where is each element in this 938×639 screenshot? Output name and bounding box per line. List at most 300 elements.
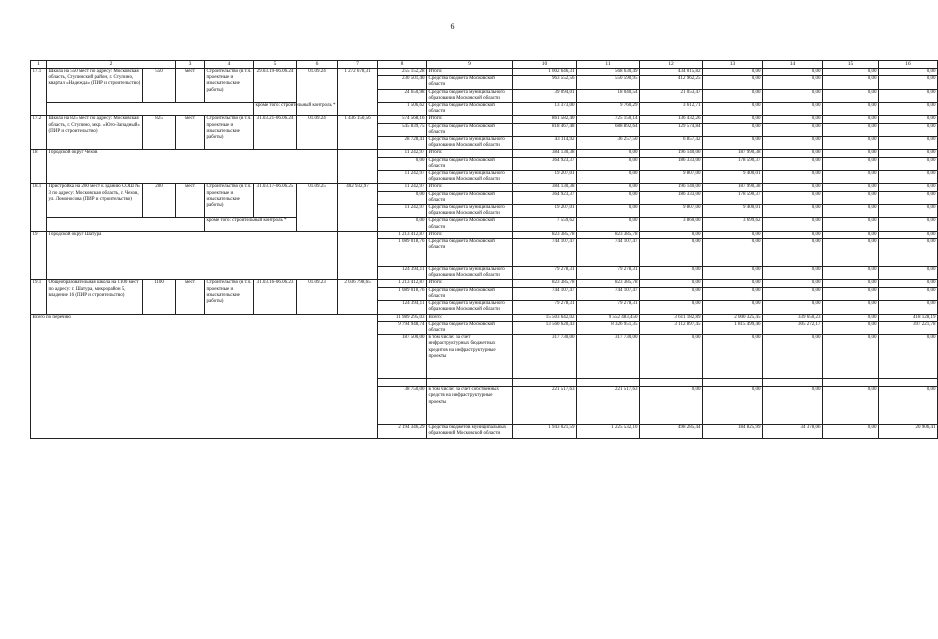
table-cell: 255 152,28 — [378, 69, 427, 76]
table-cell — [338, 231, 378, 280]
table-cell: 0,00 — [640, 231, 703, 238]
column-header: 13 — [703, 61, 763, 69]
table-cell: 36 257,50 — [577, 137, 640, 150]
table-cell: 0,00 — [703, 89, 763, 102]
table-cell: 0,00 — [640, 280, 703, 287]
table-cell: 9 807,00 — [640, 205, 703, 218]
table-cell: 0,00 — [879, 205, 938, 218]
table-cell: Итого: — [427, 69, 513, 76]
table-cell: 0,00 — [763, 116, 823, 123]
table-cell: 0,00 — [879, 301, 938, 314]
table-cell: 0,00 — [823, 123, 879, 136]
table-cell: 0,00 — [823, 171, 879, 184]
table-cell: 0,00 — [577, 218, 640, 231]
table-cell: 317 730,00 — [577, 335, 640, 379]
table-cell: Средства бюджета муниципального образования Московской области — [427, 205, 513, 218]
table-cell: 3 112 897,45 — [640, 321, 703, 334]
table-cell: 0,00 — [763, 231, 823, 238]
column-header: 1 — [31, 61, 47, 69]
table-cell: 0,00 — [823, 150, 879, 157]
table-cell: Средства бюджета Московской области — [427, 123, 513, 136]
table-cell: 317 730,00 — [513, 335, 577, 379]
table-cell: 230 501,40 — [378, 76, 427, 89]
table-cell: 0,00 — [823, 280, 879, 287]
table-cell: 0,00 — [823, 103, 879, 116]
table-cell: Всего по перечню — [31, 314, 378, 438]
column-header: 15 — [823, 61, 879, 69]
table-cell: 0,00 — [823, 191, 879, 204]
table-cell: мест — [176, 184, 205, 218]
table-cell: 574 568,16 — [378, 116, 427, 123]
table-cell: 0,00 — [823, 231, 879, 238]
table-cell: 29.03.19-06.06.24 — [254, 69, 297, 103]
table-cell: 0,00 — [879, 184, 938, 191]
table-cell: 0,00 — [879, 335, 938, 379]
table-cell: 0,00 — [763, 287, 823, 300]
table-cell: 184 825,99 — [703, 425, 763, 438]
table-cell: 01.09.24 — [297, 116, 338, 150]
table-cell: 1100 — [143, 280, 176, 314]
column-header: 11 — [577, 61, 640, 69]
table-cell: 818 467,48 — [513, 123, 577, 136]
table-cell: 384 130,38 — [513, 150, 577, 157]
table-cell: 15 503 642,02 — [513, 314, 577, 321]
table-cell: 0,00 — [703, 287, 763, 300]
table-cell: 9 807,00 — [640, 171, 703, 184]
column-header: 6 — [297, 61, 338, 69]
table-cell: 31.03.16-06.06.23 — [254, 280, 297, 314]
table-cell — [763, 379, 823, 387]
table-cell: 0,00 — [823, 89, 879, 102]
column-header: 4 — [205, 61, 254, 69]
table-cell: Всего: — [427, 314, 513, 321]
table-cell: 01.09.23 — [297, 280, 338, 314]
table-cell: 9 400,01 — [703, 205, 763, 218]
table-cell: кроме того: строительный контроль * — [205, 218, 297, 231]
table-cell: Средства бюджета муниципального образования Московской области — [427, 267, 513, 280]
table-cell: 0,00 — [703, 239, 763, 267]
table-cell: 79 278,31 — [577, 267, 640, 280]
table-cell: 1 815 499,46 — [703, 321, 763, 334]
table-cell: Строительство (в т.ч. проектные и изыскательские работы) — [205, 184, 254, 218]
table-cell: 0,00 — [823, 314, 879, 321]
table-cell: 0,00 — [703, 231, 763, 238]
table-cell: 0,00 — [823, 157, 879, 170]
table-cell: 434 015,82 — [640, 69, 703, 76]
table-cell: 1 506,62 — [378, 103, 427, 116]
table-cell: Итого: — [427, 280, 513, 287]
table-cell: 1 272 678,31 — [338, 69, 378, 116]
column-header: 3 — [176, 61, 205, 69]
table-cell: 412 962,25 — [640, 76, 703, 89]
table-cell: 0,00 — [879, 280, 938, 287]
table-cell: 0,00 — [879, 171, 938, 184]
table-cell: Общеобразовательная школа на 1100 мест по адресу: г. Шатура, микрорайон 5, владение 16 (ПИР и строительство) — [47, 280, 143, 314]
table-cell: 339 650,23 — [763, 314, 823, 321]
table-row — [31, 184, 938, 191]
table-cell: Средства бюджета Московской области — [427, 103, 513, 116]
table-cell: 0,00 — [823, 116, 879, 123]
table-cell: 0,00 — [703, 69, 763, 76]
table-cell: 1 213 412,87 — [378, 231, 427, 238]
table-cell: 178 590,37 — [703, 157, 763, 170]
table-cell: Строительство (в т.ч. проектные и изыскательские работы) — [205, 280, 254, 314]
table-cell: 9 794 948,74 — [378, 321, 427, 334]
table-cell: 0,00 — [763, 301, 823, 314]
table-cell: 568 630,49 — [577, 69, 640, 76]
table-cell: 550 590,95 — [577, 76, 640, 89]
table-cell: 0,00 — [703, 267, 763, 280]
table-cell: 0,00 — [879, 231, 938, 238]
table-cell: 20 906,41 — [879, 425, 938, 438]
table-cell: 0,00 — [763, 157, 823, 170]
table-cell: 0,00 — [703, 335, 763, 379]
table-cell: 397 221,78 — [879, 321, 938, 334]
table-cell — [577, 379, 640, 387]
table-row — [31, 280, 938, 287]
table-cell: 17.1 — [31, 69, 47, 116]
table-cell: 196 140,00 — [640, 184, 703, 191]
table-cell: 0,00 — [703, 387, 763, 425]
table-cell: 0,00 — [703, 123, 763, 136]
column-header: 12 — [640, 61, 703, 69]
table-cell: 0,00 — [763, 218, 823, 231]
table-cell: 0,00 — [703, 116, 763, 123]
column-header: 7 — [338, 61, 378, 69]
column-header: 5 — [254, 61, 297, 69]
table-cell: 0,00 — [823, 335, 879, 379]
column-header: 8 — [378, 61, 427, 69]
table-cell: 11 242,97 — [378, 171, 427, 184]
table-cell: 498 285,44 — [640, 425, 703, 438]
table-cell: 823 385,78 — [513, 280, 577, 287]
table-cell: 0,00 — [640, 301, 703, 314]
table-cell: 0,00 — [703, 103, 763, 116]
table-cell: 0,00 — [879, 287, 938, 300]
table-cell: 1 089 018,76 — [378, 239, 427, 267]
table-cell: 0,00 — [823, 425, 879, 438]
table-cell: 8 326 951,35 — [577, 321, 640, 334]
table-cell: 0,00 — [823, 218, 879, 231]
table-cell: Пристройка на 200 мест к зданию СОШ № 3 по адресу: Московская область, г. Чехов, ул. Ломоносова (ПИР и строительство) — [47, 184, 143, 218]
table-row — [31, 116, 938, 123]
table-cell: 545 839,75 — [378, 123, 427, 136]
table-cell: 34 378,06 — [763, 425, 823, 438]
table-cell: Школа на 550 мест по адресу: Московская область, Ступинский район, г. Ступино, квартал «Надежда» (ПИР и строительство) — [47, 69, 143, 103]
table-cell: 0,00 — [879, 116, 938, 123]
column-header: 9 — [427, 61, 513, 69]
table-cell: 0,00 — [763, 191, 823, 204]
column-header: 16 — [879, 61, 938, 69]
table-cell: Итого: — [427, 231, 513, 238]
table-cell: Средства бюджета муниципального образования Московской области — [427, 171, 513, 184]
table-cell: 186 333,00 — [640, 191, 703, 204]
table-cell: 0,00 — [879, 218, 938, 231]
table-cell — [47, 103, 254, 116]
table-cell — [427, 379, 513, 387]
table-cell: Итого: — [427, 184, 513, 191]
table-cell: 0,00 — [640, 287, 703, 300]
table-cell: 0,00 — [577, 184, 640, 191]
page-number: 6 — [450, 22, 455, 31]
table-cell: 0,00 — [879, 123, 938, 136]
table-cell: 0,00 — [763, 184, 823, 191]
table-cell: 0,00 — [879, 191, 938, 204]
table-cell: 0,00 — [823, 69, 879, 76]
table-cell: 1 436 150,56 — [338, 116, 378, 150]
table-cell: мест — [176, 69, 205, 103]
table-cell: 0,00 — [879, 69, 938, 76]
table-cell: 688 892,64 — [577, 123, 640, 136]
table-cell: 18 040,54 — [577, 89, 640, 102]
table-cell: 364 923,37 — [513, 191, 577, 204]
table-cell: 418 128,19 — [879, 314, 938, 321]
table-cell: 19.1 — [31, 280, 47, 314]
table-cell: 0,00 — [823, 76, 879, 89]
table-cell: Школа на 825 мест по адресу: Московская область, г. Ступино, мкр. «Юго-Западный» (ПИР и строительство) — [47, 116, 143, 150]
table-cell: 963 552,56 — [513, 76, 577, 89]
table-cell: Строительство (в т.ч. проектные и изыскательские работы) — [205, 116, 254, 150]
table-cell: 6 857,42 — [640, 137, 703, 150]
table-cell: 31.03.21-06.06.24 — [254, 116, 297, 150]
table-cell: 0,00 — [703, 137, 763, 150]
table-cell: 21 053,47 — [640, 89, 703, 102]
table-cell: 0,00 — [823, 321, 879, 334]
table-cell: 0,00 — [703, 76, 763, 89]
table-cell: 0,00 — [823, 287, 879, 300]
table-cell: 0,00 — [763, 69, 823, 76]
table-cell: 0,00 — [879, 267, 938, 280]
table-cell: 187 990,38 — [703, 150, 763, 157]
table-cell: 0,00 — [879, 239, 938, 267]
table-cell: 0,00 — [763, 123, 823, 136]
table-cell: 0,00 — [640, 387, 703, 425]
table-cell: 18 — [31, 150, 47, 184]
table-row — [31, 218, 938, 231]
table-cell: 0,00 — [823, 137, 879, 150]
table-cell: Средства бюджета Московской области — [427, 321, 513, 334]
table-cell — [823, 379, 879, 387]
table-cell: 1 225 532,10 — [577, 425, 640, 438]
table-row — [31, 231, 938, 238]
table-cell: 364 923,37 — [513, 157, 577, 170]
table-cell: 861 582,40 — [513, 116, 577, 123]
table-cell: 13 560 620,43 — [513, 321, 577, 334]
column-header: 10 — [513, 61, 577, 69]
table-cell: 3 860,00 — [640, 218, 703, 231]
table-cell: 31.03.17-06.06.25 — [254, 184, 297, 218]
table-cell: 0,00 — [763, 335, 823, 379]
table-cell — [378, 379, 427, 387]
table-cell: 0,00 — [823, 239, 879, 267]
column-header: 14 — [763, 61, 823, 69]
table-cell: 17.2 — [31, 116, 47, 150]
table-cell: 1 002 646,31 — [513, 69, 577, 76]
table-cell: 11 242,97 — [378, 184, 427, 191]
table-cell: 0,00 — [763, 205, 823, 218]
table-cell: Средства бюджета Московской области — [427, 218, 513, 231]
table-cell: 11 989 295,03 — [378, 314, 427, 321]
table-cell: 129 574,84 — [640, 123, 703, 136]
table-cell: 124 394,11 — [378, 301, 427, 314]
table-cell: 0,00 — [763, 171, 823, 184]
table-cell: 124 394,11 — [378, 267, 427, 280]
table-cell: 3 612,71 — [640, 103, 703, 116]
table-cell: 19 — [31, 231, 47, 280]
table-cell: 178 590,37 — [703, 191, 763, 204]
table-cell: Средства бюджетов муниципальных образований Московской области — [427, 425, 513, 438]
table-cell: 0,00 — [823, 301, 879, 314]
table-cell: 38 750,00 — [378, 387, 427, 425]
table-cell: 0,00 — [879, 387, 938, 425]
table-cell: 196 140,00 — [640, 150, 703, 157]
table-cell: 221 517,63 — [513, 387, 577, 425]
table-cell: 11 242,97 — [378, 205, 427, 218]
budget-table — [30, 60, 938, 439]
table-cell — [640, 379, 703, 387]
table-cell: 2 194 346,29 — [378, 425, 427, 438]
header-row — [31, 61, 938, 69]
table-cell: 79 278,31 — [513, 301, 577, 314]
table-cell: 0,00 — [823, 267, 879, 280]
table-cell: 744 107,47 — [577, 287, 640, 300]
table-cell: 3 699,62 — [703, 218, 763, 231]
table-cell: 7 559,62 — [513, 218, 577, 231]
table-row — [31, 103, 938, 116]
table-cell: 1 213 412,87 — [378, 280, 427, 287]
table-cell: 3 611 182,89 — [640, 314, 703, 321]
table-cell: кроме того: строительный контроль * — [254, 103, 338, 116]
table-cell: 0,00 — [577, 150, 640, 157]
table-cell: 0,00 — [703, 301, 763, 314]
table-cell: 0,00 — [879, 150, 938, 157]
table-cell: Итого: — [427, 116, 513, 123]
table-cell: 19 207,01 — [513, 171, 577, 184]
column-header: 2 — [47, 61, 176, 69]
table-cell: 0,00 — [879, 157, 938, 170]
table-cell: 0,00 — [577, 157, 640, 170]
table-row — [31, 314, 938, 321]
table-cell: 01.09.24 — [297, 69, 338, 116]
table-cell: 0,00 — [763, 103, 823, 116]
table-cell: 823 385,78 — [577, 280, 640, 287]
table-cell: 24 650,98 — [378, 89, 427, 102]
table-cell: 200 — [143, 184, 176, 218]
table-cell: 0,00 — [763, 239, 823, 267]
table-cell: 0,00 — [577, 171, 640, 184]
table-cell: 0,00 — [763, 137, 823, 150]
table-cell: 0,00 — [763, 150, 823, 157]
table-cell: Средства бюджета Московской области — [427, 157, 513, 170]
table-cell: 0,00 — [823, 387, 879, 425]
table-cell: 0,00 — [823, 205, 879, 218]
table-cell: Средства бюджета Московской области — [427, 76, 513, 89]
table-row — [31, 150, 938, 157]
table-cell: 0,00 — [823, 184, 879, 191]
table-cell: 744 107,47 — [513, 239, 577, 267]
table-cell: 43 114,92 — [513, 137, 577, 150]
table-cell — [513, 379, 577, 387]
table-cell: 0,00 — [763, 267, 823, 280]
table-cell: 0,00 — [577, 205, 640, 218]
table-cell: 0,00 — [640, 335, 703, 379]
table-cell: Средства бюджета муниципального образования Московской области — [427, 137, 513, 150]
table-cell: 39 094,01 — [513, 89, 577, 102]
table-cell: 1 089 018,76 — [378, 287, 427, 300]
table-cell: 13 373,00 — [513, 103, 577, 116]
table-row — [31, 69, 938, 76]
table-cell: 11 242,97 — [378, 150, 427, 157]
table-cell: 0,00 — [577, 191, 640, 204]
table-cell — [338, 150, 378, 184]
table-cell: 0,00 — [640, 267, 703, 280]
table-cell: 0,00 — [763, 280, 823, 287]
table-cell — [47, 218, 205, 231]
table-cell: 0,00 — [763, 76, 823, 89]
table-cell: 28 728,41 — [378, 137, 427, 150]
table-cell: 0,00 — [879, 76, 938, 89]
table-cell: Средства бюджета муниципального образования Московской области — [427, 301, 513, 314]
table-cell: Городской округ Чехов — [47, 150, 338, 184]
table-cell: 823 385,78 — [577, 231, 640, 238]
table-cell: 0,00 — [879, 89, 938, 102]
table-cell: 1 943 021,59 — [513, 425, 577, 438]
table-cell: 221 517,63 — [577, 387, 640, 425]
table-cell: 0,00 — [703, 280, 763, 287]
table-cell: в том числе: за счет инфраструктурных бюджетных кредитов на инфраструктурные проекты — [427, 335, 513, 379]
table-cell — [879, 379, 938, 387]
table-cell: 0,00 — [378, 191, 427, 204]
table-cell: 19 207,01 — [513, 205, 577, 218]
table-cell: Средства бюджета муниципального образования Московской области — [427, 89, 513, 102]
table-cell: 187 990,38 — [703, 184, 763, 191]
table-cell: 305 272,17 — [763, 321, 823, 334]
table-cell: 823 385,78 — [513, 231, 577, 238]
table-cell: 18.1 — [31, 184, 47, 231]
table-cell: 0,00 — [378, 157, 427, 170]
table-cell: 402 932,97 — [338, 184, 378, 231]
table-cell: Средства бюджета Московской области — [427, 287, 513, 300]
table-cell: 0,00 — [879, 137, 938, 150]
table-cell — [703, 379, 763, 387]
table-cell: 0,00 — [378, 218, 427, 231]
table-cell: 744 107,47 — [513, 287, 577, 300]
table-cell: 187 500,00 — [378, 335, 427, 379]
table-cell: 2 000 325,45 — [703, 314, 763, 321]
table-cell: мест — [176, 116, 205, 150]
table-cell: Средства бюджета Московской области — [427, 239, 513, 267]
table-cell: 2 036 798,65 — [338, 280, 378, 314]
table-cell: 9 552 483,450 — [577, 314, 640, 321]
table-cell: 9 760,29 — [577, 103, 640, 116]
table-cell: 0,00 — [763, 89, 823, 102]
table-cell: 825 — [143, 116, 176, 150]
table-cell: мест — [176, 280, 205, 314]
table-cell: Средства бюджета Московской области — [427, 191, 513, 204]
table-cell: 79 278,31 — [577, 301, 640, 314]
table-cell: 384 130,38 — [513, 184, 577, 191]
table-cell: 0,00 — [640, 239, 703, 267]
table-cell: 744 107,47 — [577, 239, 640, 267]
table-cell: 725 150,14 — [577, 116, 640, 123]
table-cell: 01.09.25 — [297, 184, 338, 231]
table-cell: Строительство (в т.ч. проектные и изыскательские работы) — [205, 69, 254, 103]
table-cell: 0,00 — [763, 387, 823, 425]
table-cell: 79 278,31 — [513, 267, 577, 280]
table-cell: 136 432,26 — [640, 116, 703, 123]
table-cell: Итого: — [427, 150, 513, 157]
table-cell: 186 333,00 — [640, 157, 703, 170]
